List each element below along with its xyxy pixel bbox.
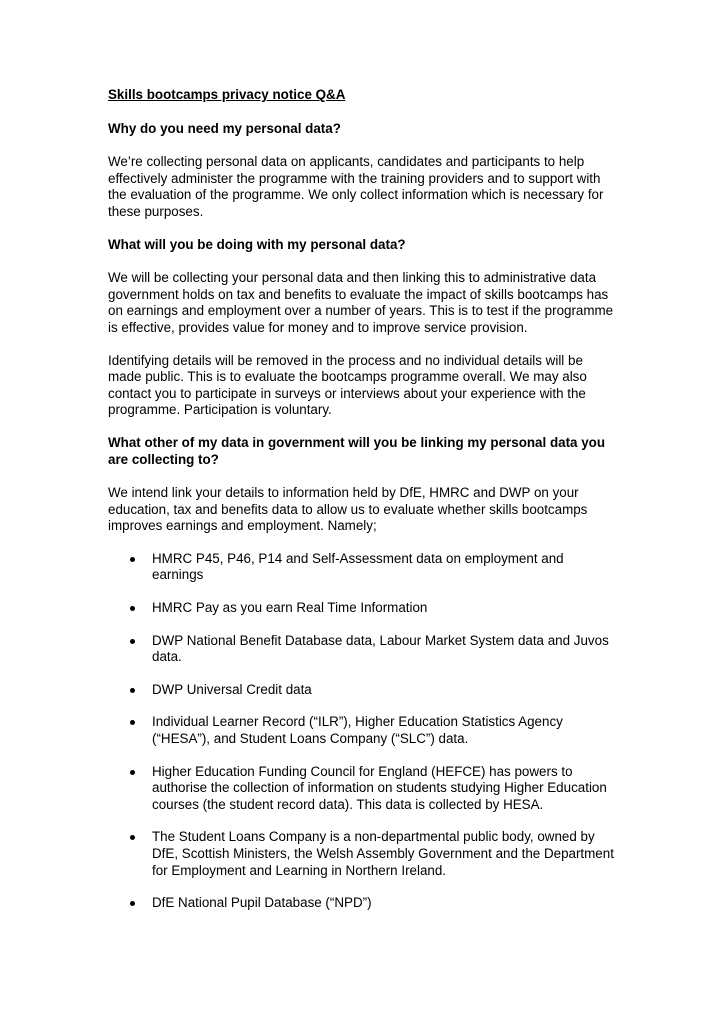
document-title: Skills bootcamps privacy notice Q&A [108, 87, 346, 102]
bullet-icon [130, 901, 135, 906]
list-item-text: HMRC Pay as you earn Real Time Information [152, 600, 428, 616]
list-item-text: DWP Universal Credit data [152, 681, 312, 697]
list-item [108, 682, 618, 699]
bullet-icon [130, 835, 135, 840]
bullet-icon [130, 606, 135, 611]
section-heading: What will you be doing with my personal data? [108, 236, 406, 252]
section-paragraph: Identifying details will be removed in the process and no individual details will be made public. This is to evaluate the bootcamps programme overall. We may also contact you to participate in surveys or interviews about your experience with the programme. Participation is voluntary. [108, 352, 587, 418]
list-item-text: Higher Education Funding Council for England (HEFCE) has powers to authorise the collection of information on students studying Higher Education courses (the student record data). This data is collected by HESA. [152, 763, 607, 812]
list-item-text: The Student Loans Company is a non-departmental public body, owned by DfE, Scottish Ministers, the Welsh Assembly Government and the Department for Employment and Learning in Northern Ireland. [152, 829, 614, 878]
section-data-linking [108, 435, 618, 912]
bullet-icon [130, 688, 135, 693]
section-heading: Why do you need my personal data? [108, 120, 341, 136]
section-heading: What other of my data in government will you be linking my personal data you are collecting to? [108, 434, 606, 467]
bullet-icon [130, 557, 135, 562]
list-item-text: DWP National Benefit Database data, Labour Market System data and Juvos data. [152, 632, 609, 665]
list-item-text: HMRC P45, P46, P14 and Self-Assessment data on employment and earnings [152, 550, 564, 583]
bullet-icon [130, 770, 135, 775]
list-item [108, 600, 618, 617]
section-why-need-data [108, 121, 618, 221]
data-sources-list [108, 551, 618, 912]
list-item [108, 551, 618, 584]
section-paragraph: We will be collecting your personal data and then linking this to administrative data government holds on tax and benefits to evaluate the impact of skills bootcamps has on earnings and employment over a number of years. This is to test if the programme is effective, provides value for money and to improve service provision. [108, 270, 614, 335]
list-item [108, 829, 618, 879]
list-item-text: Individual Learner Record (“ILR”), Higher Education Statistics Agency (“HESA”), and Student Loans Company (“SLC”) data. [152, 714, 563, 747]
bullet-icon [130, 720, 135, 725]
list-item-text: DfE National Pupil Database (“NPD”) [152, 895, 372, 911]
document-page [108, 87, 618, 928]
section-paragraph: We intend link your details to information held by DfE, HMRC and DWP on your education, tax and benefits data to allow us to evaluate whether skills bootcamps improves earnings and employment. Namely; [108, 485, 588, 534]
list-item [108, 714, 618, 747]
list-item [108, 633, 618, 666]
bullet-icon [130, 639, 135, 644]
list-item [108, 764, 618, 814]
section-paragraph: We’re collecting personal data on applicants, candidates and participants to help effectively administer the programme with the training providers and to support with the evaluation of the programme. We only collect information which is necessary for these purposes. [108, 154, 604, 219]
list-item [108, 895, 618, 912]
section-what-doing-with-data [108, 237, 618, 419]
